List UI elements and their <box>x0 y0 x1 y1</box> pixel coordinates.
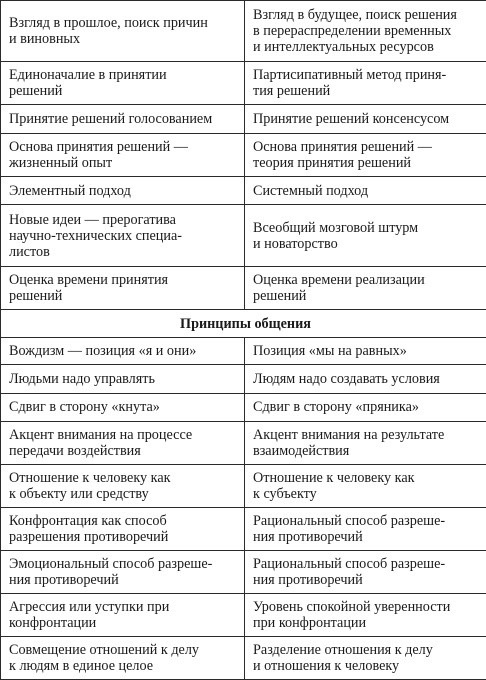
table-row <box>1 205 486 266</box>
table-cell-right: Уровень спокойной уверенности при конфронтации <box>245 593 486 636</box>
table-row <box>1 1 486 62</box>
table-cell-left: Совмещение отношений к делу к людям в единое целое <box>1 636 245 679</box>
table-row <box>1 338 486 365</box>
table-cell-left: Сдвиг в сторону «кнута» <box>1 393 245 422</box>
table-row <box>1 465 486 508</box>
table-cell-right: Рациональный способ разреше- ния противоречий <box>245 551 486 594</box>
table-cell-right: Сдвиг в сторону «пряника» <box>245 393 486 422</box>
table-row <box>1 551 486 594</box>
table-row <box>1 176 486 205</box>
table-cell-left: Основа принятия решений — жизненный опыт <box>1 133 245 176</box>
table-cell-right: Оценка времени реализации решений <box>245 266 486 309</box>
table-cell-left: Людьми надо управлять <box>1 364 245 393</box>
table-cell-right: Взгляд в будущее, поиск решения в перераспределении временных и интеллектуальных ресурсов <box>245 1 486 62</box>
table-cell-right: Партисипативный метод приня- тия решений <box>245 62 486 105</box>
table-row <box>1 133 486 176</box>
table-cell-left: Отношение к человеку как к объекту или средству <box>1 465 245 508</box>
table-cell-left: Агрессия или уступки при конфронтации <box>1 593 245 636</box>
table-cell-right: Принятие решений консенсусом <box>245 105 486 134</box>
table-cell-right: Людям надо создавать условия <box>245 364 486 393</box>
table-row <box>1 393 486 422</box>
table-cell-left: Эмоциональный способ разреше- ния противоречий <box>1 551 245 594</box>
table-cell-left: Взгляд в прошлое, поиск причин и виновных <box>1 1 245 62</box>
section-title: Принципы общения <box>1 309 486 338</box>
table-cell-right: Основа принятия решений — теория принятия решений <box>245 133 486 176</box>
table-cell-left: Принятие решений голосованием <box>1 105 245 134</box>
table-cell-left: Новые идеи — прерогатива научно-технических специа- листов <box>1 205 245 266</box>
table-cell-right: Всеобщий мозговой штурм и новаторство <box>245 205 486 266</box>
table-cell-left: Единоначалие в принятии решений <box>1 62 245 105</box>
table-cell-left: Конфронтация как способ разрешения противоречий <box>1 508 245 551</box>
table-cell-right: Отношение к человеку как к субъекту <box>245 465 486 508</box>
table-cell-right: Системный подход <box>245 176 486 205</box>
table-row <box>1 62 486 105</box>
table-cell-left: Элементный подход <box>1 176 245 205</box>
section-header-row <box>1 309 486 338</box>
table-row <box>1 422 486 465</box>
table-row <box>1 266 486 309</box>
table-row <box>1 364 486 393</box>
table-row <box>1 105 486 134</box>
table-cell-left: Вождизм — позиция «я и они» <box>1 338 245 365</box>
table-cell-right: Разделение отношения к делу и отношения к человеку <box>245 636 486 679</box>
table-cell-right: Рациональный способ разреше- ния противоречий <box>245 508 486 551</box>
table-cell-left: Оценка времени принятия решений <box>1 266 245 309</box>
table-row <box>1 636 486 679</box>
table-cell-right: Позиция «мы на равных» <box>245 338 486 365</box>
table-row <box>1 593 486 636</box>
table-cell-right: Акцент внимания на результате взаимодействия <box>245 422 486 465</box>
table-cell-left: Акцент внимания на процессе передачи воздействия <box>1 422 245 465</box>
table-row <box>1 508 486 551</box>
